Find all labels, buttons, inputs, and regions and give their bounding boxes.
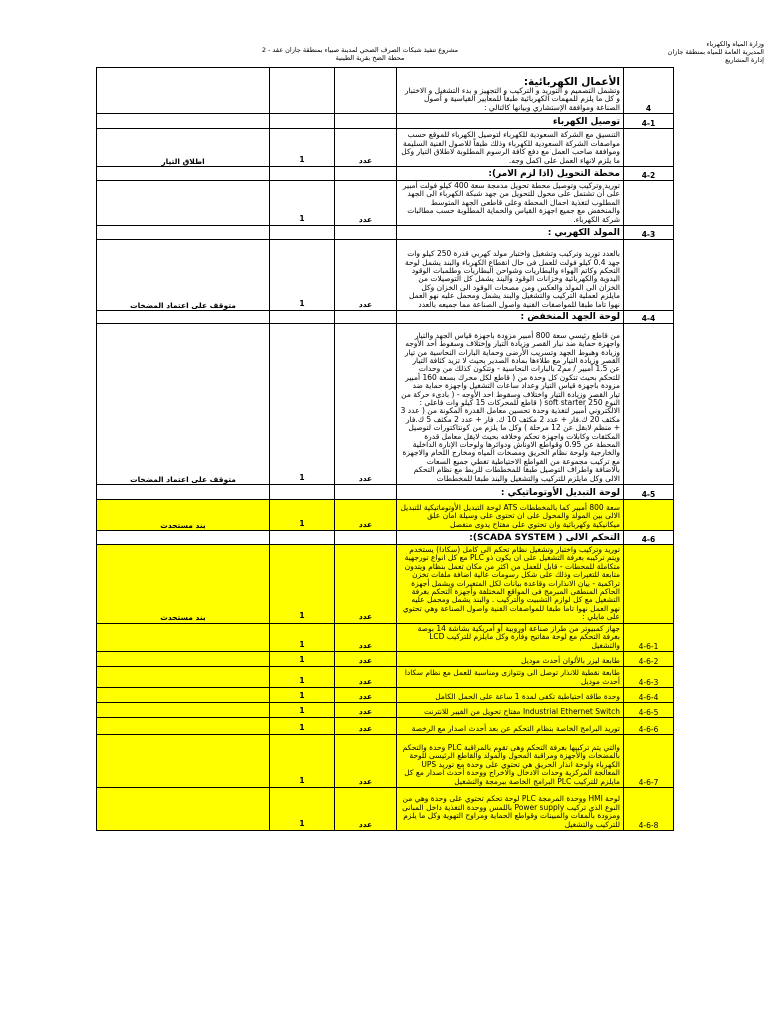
item-number-cell: 4-6 bbox=[624, 531, 674, 545]
item-number-cell bbox=[624, 500, 674, 531]
table-row bbox=[97, 167, 674, 181]
quantity-cell bbox=[270, 485, 335, 500]
unit-cell: عدد bbox=[335, 324, 397, 485]
item-description: وتشمل التصميم و التوريد و التركيب و التجهيز و بدء التشغيل و الاختبار و كل ما يلزم للمهمات الكهربائية طبقاً للمعايير القياسية و أصول الصناعة وموافقة الإستشاري وبيانها كالتالي : bbox=[404, 85, 620, 112]
remark-cell: متوقف على اعتماد المضخات bbox=[97, 240, 270, 311]
item-description: التنسيق مع الشركة السعودية للكهرباء لتوصيل الكهرباء للموقع حسب مواصفات الشركة السعودية للكهرباء وذلك طبقاً للاصول الفنية السليمة وموافقة صاحب العمل مع دفع كافة الرسوم المطلوبة لاطلاق التيار وكل ما يلزم لانهاء العمل على اكمل وجه. bbox=[401, 130, 620, 165]
ministry-name: وزارة المياه والكهرباء bbox=[706, 40, 764, 48]
table-row bbox=[97, 531, 674, 545]
unit-cell bbox=[335, 226, 397, 240]
table-row bbox=[97, 485, 674, 500]
unit-cell: عدد bbox=[335, 623, 397, 651]
header-org bbox=[644, 40, 764, 64]
table-row bbox=[97, 311, 674, 324]
item-number-cell: 4-5 bbox=[624, 485, 674, 500]
unit-cell: عدد bbox=[335, 787, 397, 830]
item-number-cell: 4-1 bbox=[624, 114, 674, 129]
item-title: محطة التحويل (اذا لزم الامر): bbox=[488, 169, 620, 179]
quantity-cell: 1 bbox=[270, 734, 335, 787]
table-row bbox=[97, 129, 674, 167]
table-row bbox=[97, 717, 674, 734]
description-cell bbox=[397, 226, 624, 240]
remark-cell bbox=[97, 666, 270, 687]
remark-cell bbox=[97, 651, 270, 666]
item-number-cell bbox=[624, 181, 674, 226]
item-number-cell: 4-6-4 bbox=[624, 687, 674, 702]
quantity-cell bbox=[270, 114, 335, 129]
remark-cell bbox=[97, 687, 270, 702]
quantity-cell: 1 bbox=[270, 545, 335, 624]
remark-cell bbox=[97, 717, 270, 734]
quantity-cell bbox=[270, 68, 335, 114]
quantity-cell: 1 bbox=[270, 717, 335, 734]
item-number-cell: 4-6-5 bbox=[624, 702, 674, 717]
quantity-cell: 1 bbox=[270, 787, 335, 830]
table-row bbox=[97, 702, 674, 717]
remark-cell: بند مستحدث bbox=[97, 545, 270, 624]
station-name: محطة الضخ بقرية الطينية bbox=[335, 54, 405, 62]
table-row bbox=[97, 666, 674, 687]
item-number-cell: 4-6-1 bbox=[624, 623, 674, 651]
item-description: Industrial Ethernet Switch مفتاح تحويل من الفيبر للانترنت bbox=[424, 706, 620, 716]
description-cell bbox=[397, 114, 624, 129]
description-cell bbox=[397, 651, 624, 666]
item-description: طابعة نقطية للانذار توصل الى وتتوازى ومناسبة للعمل مع نظام سكادا أحدث موديل bbox=[404, 668, 620, 686]
item-description: وحدة طاقة احتياطية تكفى لمدة 1 ساعة على الحمل الكامل bbox=[435, 691, 620, 701]
description-cell bbox=[397, 485, 624, 500]
description-cell bbox=[397, 500, 624, 531]
quantity-cell: 1 bbox=[270, 666, 335, 687]
description-cell bbox=[397, 167, 624, 181]
remark-cell bbox=[97, 311, 270, 324]
item-number-cell: 4-2 bbox=[624, 167, 674, 181]
description-cell bbox=[397, 181, 624, 226]
item-number-cell: 4-6-3 bbox=[624, 666, 674, 687]
unit-cell: عدد bbox=[335, 181, 397, 226]
description-cell bbox=[397, 68, 624, 114]
description-cell bbox=[397, 666, 624, 687]
quantity-cell: 1 bbox=[270, 702, 335, 717]
quantity-cell: 1 bbox=[270, 240, 335, 311]
item-title: لوحة التبديل الأوتوماتيكي : bbox=[500, 488, 620, 499]
quantity-cell: 1 bbox=[270, 324, 335, 485]
unit-cell: عدد bbox=[335, 666, 397, 687]
item-number-cell: 4-4 bbox=[624, 311, 674, 324]
item-number-cell: 4-6-2 bbox=[624, 651, 674, 666]
remark-cell bbox=[97, 68, 270, 114]
table-row bbox=[97, 787, 674, 830]
item-number-cell: 4-6-7 bbox=[624, 734, 674, 787]
remark-cell bbox=[97, 787, 270, 830]
item-number-cell bbox=[624, 545, 674, 624]
quantity-cell: 1 bbox=[270, 623, 335, 651]
unit-cell bbox=[335, 167, 397, 181]
unit-cell: عدد bbox=[335, 651, 397, 666]
remark-cell bbox=[97, 531, 270, 545]
remark-cell bbox=[97, 226, 270, 240]
item-description: توريد وتركيب وتوصيل محطة تحويل مدمجة سعة 400 كيلو فولت أمبير على أن تشتمل على محول للتحويل من جهد شبكة الكهرباء الى الجهد المطلوب لتغذية احمال المحطة وعلى قاطعى الجهد المتوسط والمنخفض مع جميع اجهزة القياس والحماية المطلوبة حسب مطالبات شركة الكهرباء. bbox=[402, 181, 620, 224]
description-cell bbox=[397, 734, 624, 787]
table-row bbox=[97, 545, 674, 624]
unit-cell: عدد bbox=[335, 129, 397, 167]
description-cell bbox=[397, 717, 624, 734]
unit-cell bbox=[335, 485, 397, 500]
table-row bbox=[97, 226, 674, 240]
quantity-cell: 1 bbox=[270, 687, 335, 702]
item-description: بالعدد توريد وتركيب وتشغيل واختبار مولد كهربي قدرة 250 كيلو وات جهد 0.4 كيلو فولت للعمل فى حال انقطاع الكهرباء والبند يشمل لوحة التحكم وكاتم الهواء والبطاريات وشواحن البطاريات وطلمبات الوقود اليدوية والكهربائية وخزانات الوقود والبند يشمل كل التوصيلات من الخزان الى المولد والعكس ومن مصحات الوقود الى الخزان وكل مايلزم لعملية التركيب والتشغيل والبند يشمل ومحمل عليه نهو العمل نهوا تاما طبقا للمواصفات الفنية واصول الصناعة مما جميعه بالعدد bbox=[404, 249, 620, 309]
description-cell bbox=[397, 311, 624, 324]
quantity-cell bbox=[270, 167, 335, 181]
remark-cell bbox=[97, 734, 270, 787]
description-cell bbox=[397, 531, 624, 545]
description-cell bbox=[397, 545, 624, 624]
remark-cell: بند مستحدث bbox=[97, 500, 270, 531]
table-row bbox=[97, 324, 674, 485]
quantity-cell bbox=[270, 531, 335, 545]
quantity-cell: 1 bbox=[270, 651, 335, 666]
unit-cell: عدد bbox=[335, 717, 397, 734]
unit-cell: عدد bbox=[335, 734, 397, 787]
unit-cell: عدد bbox=[335, 687, 397, 702]
item-description: توريد وتركيب واختبار وتشغيل نظام تحكم الى كامل (سكادا) يستخدم ويتم تركيبه بغرفة التشغيل على ان يكون ذو PLC مع كل انواع تورجهية متكاملة للمحطات - قابل للعمل من اكثر من مكان تعمل بنظام ويتدون متابعة للتغيرات وذلك على شكل رسومات عالية اضافة ملفات تخزن تراكمية - بيان الانذارات وقاعدة بيانات لكل المتغيرات ويشمل أجهزة الحاكم المنطقى المبرمج فى المواقع المختلفة وأجهزة التحكم بغرفة التشغيل مع كل لوازم التشبيت والتركيب . والبند يشمل ومحمل عليه نهو العمل نهوا تاما طبقا للمواصفات الفنية واصول الصناعة وهي تحتوي على مايلي : bbox=[402, 545, 620, 622]
unit-cell: عدد bbox=[335, 702, 397, 717]
item-title: المولد الكهربي : bbox=[547, 228, 620, 239]
description-cell bbox=[397, 687, 624, 702]
unit-cell bbox=[335, 68, 397, 114]
item-description: طابعة ليزر بالألوان أحدث موديل bbox=[521, 655, 620, 665]
bill-of-quantities-table bbox=[96, 67, 674, 831]
item-description: من قاطع رئيسي سعة 800 أمبير مزودة باجهزة قياس الجهد والتيار واجهزة حماية ضد نبار القصر وزيادة التيار وإختلاف وسقوط أحد الأوجه وزيادة وهبوط الجهد وتسريب الأرضى وحماية البارات النحاسية من تيار القصر وزيادة التيار مع طلاءها بمادة الصدير بحيث لا تزيد كثافة التيار عن 1.5 أمبير / مم2 بالبارات النحاسية - وتتكون كذلك من وحدات للتحكم بحيث تتكون كل وحدة من ( قاطع لكل محرك بسعة 160 أمبير مزودة باجهزة قياس التيار وعداد ساعات التشغيل واجهزة حماية ضد تيار القصر وزيادة التيار واختلاف وسقوط احد الأوجه - ( بادىء حركة من النوع soft starter 250 ( قاطع للمحركات 15 كيلو وات فاعلى : الالكتروني أمبير لتغذية وحدة تحسين معامل القدرة المكونة من ( عدد 3 مكثف 20 ك.فار + عدد 2 مكثف 10 ك. فار + عدد 2 مكثف 5 ك.فار + منظم لابقل عن 12 مرحلة ) وكل ما يلزم من كونتاكتورات لتوصيل المكثفات وكابلات واجهزة تحكم وخلافه بحيث لايقل معامل قدرة المحطة عن 0.95 وقواطع الاوناش ودوائرها ولوحات الإنارة الداخلية والخارجية ولوحة نظام الحريق ومصخات المياه ومخارج اللحام والاجهزة مع تركيب مجموعة من القواطع الاحتياطية تغطي جميع السعات بالاضافة واطراف التوصيل طبقا للمخططات للربط مع نظام التحكم الالى وكل مايلزم للتركيب والتشغيل والبند طبقا للمخططات bbox=[400, 330, 620, 483]
description-cell bbox=[397, 787, 624, 830]
item-description: لوحة HMI ووحدة المرمجة PLC لوحة تحكم تحتوي على وحدة وهي من النوع الذي تركيب Power supply باللمس ووحدة التغذية داخل المبانى ومزودة بالمفات والمبينات وقواطع الحماية ومراوح التهوية وكل ما يلزم للتركيب والتشغيل bbox=[402, 794, 620, 829]
item-title: لوحة الجهد المنخفض : bbox=[520, 312, 620, 323]
department-name: إدارة المشاريع bbox=[725, 56, 764, 64]
remark-cell bbox=[97, 167, 270, 181]
item-description: جهاز كمبيوتر من طراز صناعة أوروبية أو أمريكية بشاشة 14 بوصة بغرفة التحكم مع لوحة مفاتيح وفأرة وكل مايلزم للتركيب LCD والتشغيل bbox=[417, 623, 620, 650]
unit-cell: عدد bbox=[335, 500, 397, 531]
unit-cell: عدد bbox=[335, 240, 397, 311]
remark-cell bbox=[97, 114, 270, 129]
table-row bbox=[97, 687, 674, 702]
remark-cell bbox=[97, 485, 270, 500]
directorate-name: المديرية العامة للمياه بمنطقة جازان bbox=[667, 48, 764, 56]
table-row bbox=[97, 114, 674, 129]
description-cell bbox=[397, 623, 624, 651]
item-title: الأعمال الكهربائية: bbox=[523, 76, 620, 89]
quantity-cell: 1 bbox=[270, 181, 335, 226]
quantity-cell bbox=[270, 311, 335, 324]
description-cell bbox=[397, 240, 624, 311]
table-row bbox=[97, 181, 674, 226]
table-row bbox=[97, 68, 674, 114]
quantity-cell bbox=[270, 226, 335, 240]
remark-cell: اطلاق التيار bbox=[97, 129, 270, 167]
unit-cell bbox=[335, 311, 397, 324]
table-row bbox=[97, 651, 674, 666]
quantity-cell: 1 bbox=[270, 129, 335, 167]
unit-cell: عدد bbox=[335, 545, 397, 624]
table-body bbox=[97, 68, 674, 831]
remark-cell bbox=[97, 181, 270, 226]
remark-cell bbox=[97, 623, 270, 651]
table-row bbox=[97, 734, 674, 787]
item-number-cell: 4-3 bbox=[624, 226, 674, 240]
item-title: توصيل الكهرباء bbox=[552, 117, 620, 127]
item-description: سعة 800 أمبير كما بالمخططات ATS لوحة التبديل الأوتوماتيكية للتبديل الالى بين المولد والمحول على ان تحتوى على وسيلة امان علق ميكانيكية وكهربائية وان تحتوي على مفتاح يدوى منفصل bbox=[400, 502, 620, 529]
table-row bbox=[97, 240, 674, 311]
item-number-cell: 4 bbox=[624, 68, 674, 114]
description-cell bbox=[397, 702, 624, 717]
description-cell bbox=[397, 324, 624, 485]
remark-cell bbox=[97, 702, 270, 717]
item-description: توريد البرامج الخاصة بنظام التحكم عن بعد أحدث اصدار مع الرخصة bbox=[411, 723, 620, 733]
remark-cell: متوقف على اعتماد المضخات bbox=[97, 324, 270, 485]
unit-cell bbox=[335, 531, 397, 545]
item-title: التحكم الالى ( SCADA SYSTEM): bbox=[469, 533, 620, 544]
table-row bbox=[97, 623, 674, 651]
quantity-cell: 1 bbox=[270, 500, 335, 531]
item-number-cell bbox=[624, 324, 674, 485]
item-description: والتي يتم تركيبها بغرفة التحكم وهى تقوم بالمراقبة PLC وحدة والتحكم بالمضخات والأجهزة ومراقبة المحول والمولد والقاطع الرئيسى للوحة الكهرباء ولوحة انذار الحريق هي تحتوي على وحدة مع توريد UPS المعالجة المركزية وحدات الادخال والاخراج ووحدة أحدث اصدار مع كل مايلزم للتركيب PLC البرامج الخاصة ببرمجة والتشغيل bbox=[402, 742, 620, 786]
project-title: مشروع تنفيذ شبكات الصرف الصحي لمدينة صبياء بمنطقة جازان عقد - 2 bbox=[261, 46, 459, 54]
item-number-cell: 4-6-6 bbox=[624, 717, 674, 734]
table-row bbox=[97, 500, 674, 531]
unit-cell bbox=[335, 114, 397, 129]
description-cell bbox=[397, 129, 624, 167]
item-number-cell: 4-6-8 bbox=[624, 787, 674, 830]
item-number-cell bbox=[624, 240, 674, 311]
item-number-cell bbox=[624, 129, 674, 167]
